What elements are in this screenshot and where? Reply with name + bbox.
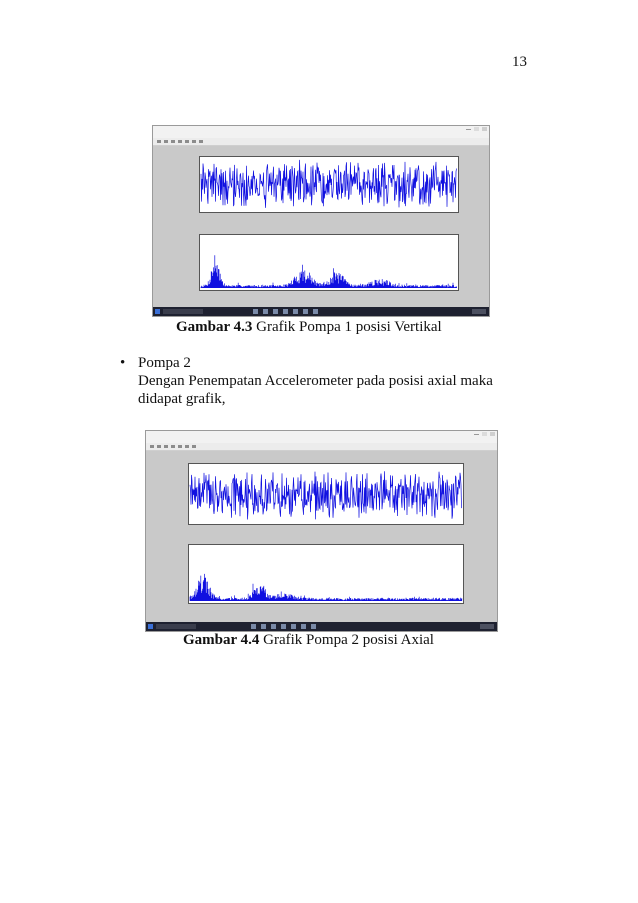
- figure-caption: [183, 632, 434, 649]
- spectrum-axes: [188, 544, 464, 604]
- toolbar-button[interactable]: [192, 445, 196, 448]
- taskbar-search[interactable]: [163, 309, 203, 314]
- toolbar-button[interactable]: [164, 445, 168, 448]
- bullet-icon: •: [120, 355, 126, 371]
- spectrum-axes: [199, 234, 459, 291]
- bullet-text-line: didapat grafik,: [138, 391, 226, 407]
- time-signal-axes: [188, 463, 464, 525]
- taskbar-app-icon[interactable]: [251, 624, 256, 629]
- taskbar-app-icon[interactable]: [261, 624, 266, 629]
- time-signal-plot: [189, 464, 463, 524]
- close-icon[interactable]: [490, 432, 495, 436]
- bullet-text-line: Dengan Penempatan Accelerometer pada posisi axial maka: [138, 373, 493, 389]
- toolbar-button[interactable]: [157, 140, 161, 143]
- taskbar-app-icon[interactable]: [303, 309, 308, 314]
- toolbar-button[interactable]: [185, 140, 189, 143]
- bullet-list: [120, 354, 550, 408]
- taskbar-app-icon[interactable]: [283, 309, 288, 314]
- toolbar-button[interactable]: [164, 140, 168, 143]
- taskbar-app-icon[interactable]: [281, 624, 286, 629]
- os-taskbar: [153, 307, 489, 316]
- figure-window-pompa-2: [145, 430, 498, 632]
- windows-start-icon[interactable]: [155, 309, 160, 314]
- windows-start-icon[interactable]: [148, 624, 153, 629]
- taskbar-app-icon[interactable]: [301, 624, 306, 629]
- toolbar-button[interactable]: [171, 140, 175, 143]
- maximize-icon[interactable]: [474, 127, 479, 131]
- taskbar-app-icon[interactable]: [271, 624, 276, 629]
- toolbar-button[interactable]: [178, 140, 182, 143]
- os-taskbar: [146, 622, 497, 631]
- window-toolbar: [153, 138, 489, 146]
- bullet-heading: Pompa 2: [138, 355, 191, 371]
- toolbar-button[interactable]: [199, 140, 203, 143]
- figure-label: Gambar 4.3: [176, 319, 253, 335]
- figure-title: Grafik Pompa 1 posisi Vertikal: [252, 319, 442, 335]
- toolbar-button[interactable]: [178, 445, 182, 448]
- window-toolbar: [146, 443, 497, 451]
- toolbar-button[interactable]: [171, 445, 175, 448]
- figure-label: Gambar 4.4: [183, 632, 260, 648]
- toolbar-button[interactable]: [185, 445, 189, 448]
- taskbar-app-icon[interactable]: [311, 624, 316, 629]
- taskbar-app-icon[interactable]: [313, 309, 318, 314]
- taskbar-clock: [480, 624, 494, 629]
- close-icon[interactable]: [482, 127, 487, 131]
- figure-title: Grafik Pompa 2 posisi Axial: [259, 632, 434, 648]
- time-signal-plot: [200, 157, 458, 212]
- taskbar-app-icon[interactable]: [273, 309, 278, 314]
- figure-caption: [176, 319, 442, 336]
- toolbar-button[interactable]: [157, 445, 161, 448]
- figure-window-pompa-1: [152, 125, 490, 317]
- taskbar-app-icon[interactable]: [253, 309, 258, 314]
- toolbar-button[interactable]: [150, 445, 154, 448]
- page-number: 13: [512, 54, 527, 70]
- spectrum-plot: [200, 235, 458, 290]
- taskbar-clock: [472, 309, 486, 314]
- taskbar-app-icon[interactable]: [293, 309, 298, 314]
- spectrum-plot: [189, 545, 463, 603]
- minimize-icon[interactable]: [466, 129, 471, 130]
- maximize-icon[interactable]: [482, 432, 487, 436]
- time-signal-axes: [199, 156, 459, 213]
- taskbar-app-icon[interactable]: [263, 309, 268, 314]
- taskbar-app-icon[interactable]: [291, 624, 296, 629]
- toolbar-button[interactable]: [192, 140, 196, 143]
- taskbar-search[interactable]: [156, 624, 196, 629]
- minimize-icon[interactable]: [474, 434, 479, 435]
- bullet-item: [138, 354, 550, 408]
